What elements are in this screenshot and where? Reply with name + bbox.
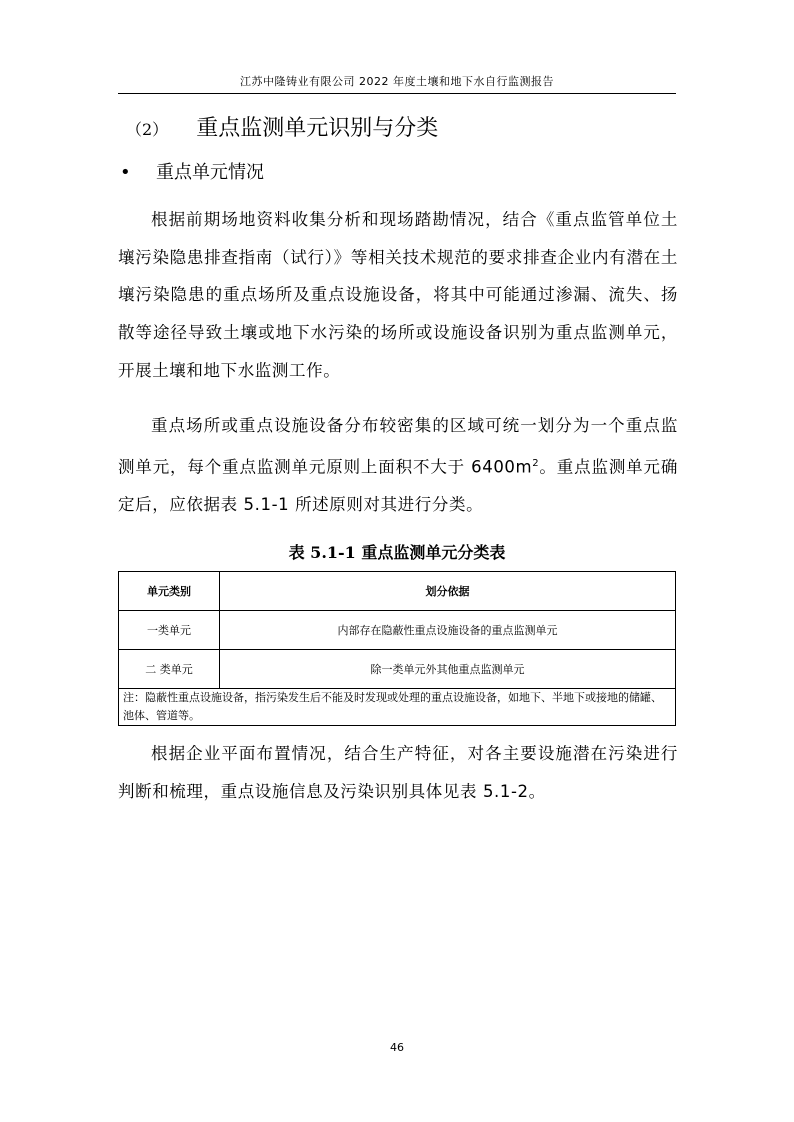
superscript: 2 [532, 457, 540, 469]
table-row [119, 611, 676, 650]
table-header-row [119, 572, 676, 611]
bullet-icon: • [120, 162, 131, 183]
cell-criteria: 除一类单元外其他重点监测单元 [220, 650, 676, 689]
table-note: 注：隐蔽性重点设施设备，指污染发生后不能及时发现或处理的重点设施设备，如地下、半地下或接地的储罐、池体、管道等。 [119, 689, 676, 726]
section-heading [126, 111, 438, 142]
cell-unit-category: 一类单元 [119, 611, 220, 650]
paragraph-1: 根据前期场地资料收集分析和现场踏勘情况，结合《重点监管单位土壤污染隐患排查指南（试行）》等相关技术规范的要求排查企业内有潜在土壤污染隐患的重点场所及重点设施设备，将其中可能通过渗漏、流失、扬散等途径导致土壤或地下水污染的场所或设施设备识别为重点监测单元，开展土壤和地下水监测工作。 [118, 210, 678, 380]
subsection-heading [120, 158, 264, 184]
subsection-title: 重点单元情况 [156, 162, 264, 183]
table-row [119, 650, 676, 689]
paragraph-2 [118, 407, 678, 524]
paragraph-2-text-a: 重点场所或重点设施设备分布较密集的区域可统一划分为一个重点监测单元，每个重点监测单元原则上面积不大于 6400m [118, 416, 678, 477]
header-criteria: 划分依据 [220, 572, 676, 611]
section-number: （2） [126, 120, 169, 139]
classification-table [118, 571, 676, 726]
table-note-row [119, 689, 676, 726]
section-title: 重点监测单元识别与分类 [196, 116, 439, 141]
header-rule [118, 93, 676, 94]
paragraph-2-text-b: 。重点监测单元确定后，应依据表 5.1-1 所述原则对其进行分类。 [118, 457, 678, 514]
cell-unit-category: 二 类单元 [119, 650, 220, 689]
page-number: 46 [390, 1041, 404, 1054]
header-unit-category: 单元类别 [119, 572, 220, 611]
paragraph-3: 根据企业平面布置情况，结合生产特征，对各主要设施潜在污染进行判断和梳理，重点设施信息及污染识别具体见表 5.1-2。 [118, 744, 678, 801]
cell-criteria: 内部存在隐蔽性重点设施设备的重点监测单元 [220, 611, 676, 650]
table-caption: 表 5.1-1 重点监测单元分类表 [288, 543, 506, 562]
running-header: 江苏中隆铸业有限公司 2022 年度土壤和地下水自行监测报告 [240, 75, 554, 88]
